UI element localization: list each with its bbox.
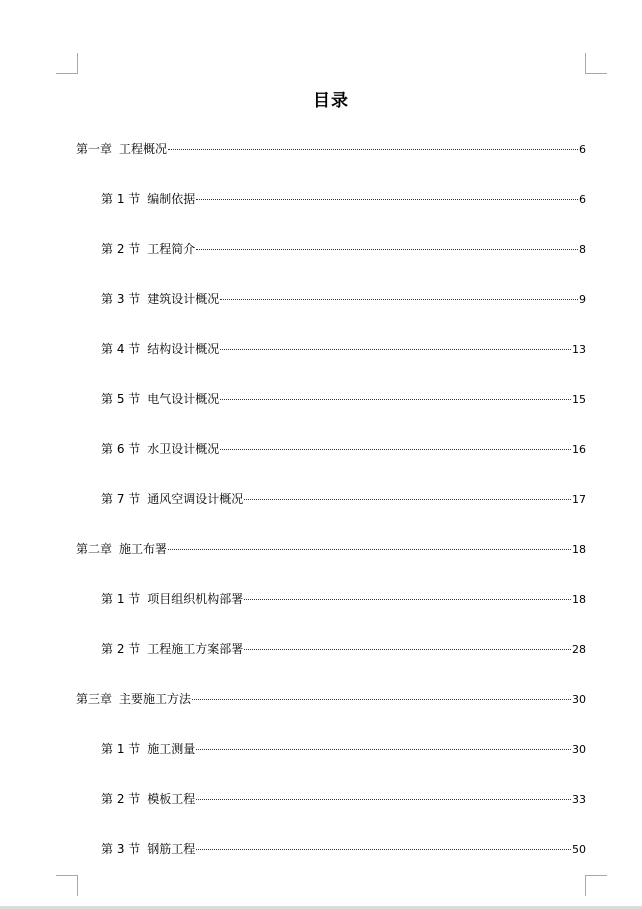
toc-entry-page: 8 (579, 243, 586, 256)
toc-entry-number: 第 1 节 (101, 192, 141, 206)
toc-entry-number: 第 6 节 (101, 442, 141, 456)
toc-entry-title: 钢筋工程 (147, 842, 196, 856)
toc-entry-number: 第 1 节 (101, 742, 141, 756)
margin-corner-mark-top-left (56, 53, 78, 74)
toc-entry[interactable] (101, 341, 586, 357)
toc-entry-number: 第 1 节 (101, 592, 141, 606)
toc-entry-title: 项目组织机构部署 (147, 592, 244, 606)
toc-entry-number: 第 2 节 (101, 642, 141, 656)
toc-entry-page: 9 (579, 293, 586, 306)
toc-entry[interactable] (101, 641, 586, 657)
dot-leader (192, 699, 571, 700)
toc-entry-page: 16 (572, 443, 586, 456)
toc-entry[interactable] (101, 741, 586, 757)
dot-leader (168, 149, 578, 150)
toc-entry-page: 17 (572, 493, 586, 506)
dot-leader (196, 749, 571, 750)
toc-entry-title: 模板工程 (147, 792, 196, 806)
toc-entry[interactable] (101, 291, 586, 307)
dot-leader (220, 349, 571, 350)
margin-corner-mark-top-right (585, 53, 607, 74)
toc-entry-number: 第一章 (76, 142, 113, 156)
dot-leader (196, 849, 571, 850)
toc-entry-page: 30 (572, 743, 586, 756)
toc-entry-title: 工程概况 (119, 142, 168, 156)
toc-entry-number: 第 2 节 (101, 792, 141, 806)
toc-entry[interactable] (76, 141, 586, 157)
toc-entry-number: 第二章 (76, 542, 113, 556)
toc-entry[interactable] (101, 241, 586, 257)
margin-corner-mark-bottom-right (585, 875, 607, 896)
toc-entry-page: 18 (572, 543, 586, 556)
toc-entry-title: 通风空调设计概况 (147, 492, 244, 506)
toc-entry-number: 第 7 节 (101, 492, 141, 506)
toc-entry-title: 工程简介 (147, 242, 196, 256)
toc-entry[interactable] (101, 441, 586, 457)
toc-entry-page: 33 (572, 793, 586, 806)
toc-entry-title: 编制依据 (147, 192, 196, 206)
toc-entry-page: 13 (572, 343, 586, 356)
toc-entry-number: 第三章 (76, 692, 113, 706)
toc-entry-title: 水卫设计概况 (147, 442, 220, 456)
toc-entry-number: 第 3 节 (101, 842, 141, 856)
toc-entry-number: 第 3 节 (101, 292, 141, 306)
toc-entry[interactable] (101, 591, 586, 607)
toc-entry-title: 工程施工方案部署 (147, 642, 244, 656)
toc-entry-number: 第 5 节 (101, 392, 141, 406)
toc-heading: 目录 (313, 91, 349, 111)
toc-entry-title: 建筑设计概况 (147, 292, 220, 306)
toc-entry[interactable] (101, 491, 586, 507)
dot-leader (196, 199, 578, 200)
toc-entry-number: 第 4 节 (101, 342, 141, 356)
toc-entry-page: 6 (579, 143, 586, 156)
dot-leader (196, 799, 571, 800)
toc-entry[interactable] (101, 391, 586, 407)
toc-entry[interactable] (76, 541, 586, 557)
toc-entry-page: 30 (572, 693, 586, 706)
dot-leader (244, 499, 571, 500)
toc-entry[interactable] (76, 691, 586, 707)
toc-entry-page: 28 (572, 643, 586, 656)
toc-entry[interactable] (101, 191, 586, 207)
toc-entry-title: 电气设计概况 (147, 392, 220, 406)
toc-entry-title: 施工测量 (147, 742, 196, 756)
dot-leader (244, 649, 571, 650)
toc-entry-page: 50 (572, 843, 586, 856)
toc-entry-number: 第 2 节 (101, 242, 141, 256)
toc-entry[interactable] (101, 841, 586, 857)
dot-leader (220, 399, 571, 400)
dot-leader (220, 299, 578, 300)
dot-leader (244, 599, 571, 600)
toc-entry-page: 18 (572, 593, 586, 606)
dot-leader (220, 449, 571, 450)
toc-entry-title: 结构设计概况 (147, 342, 220, 356)
toc-entry-title: 主要施工方法 (119, 692, 192, 706)
toc-entry-page: 6 (579, 193, 586, 206)
dot-leader (168, 549, 571, 550)
toc-entry-title: 施工布署 (119, 542, 168, 556)
margin-corner-mark-bottom-left (56, 875, 78, 896)
dot-leader (196, 249, 578, 250)
toc-entry[interactable] (101, 791, 586, 807)
toc-entry-page: 15 (572, 393, 586, 406)
